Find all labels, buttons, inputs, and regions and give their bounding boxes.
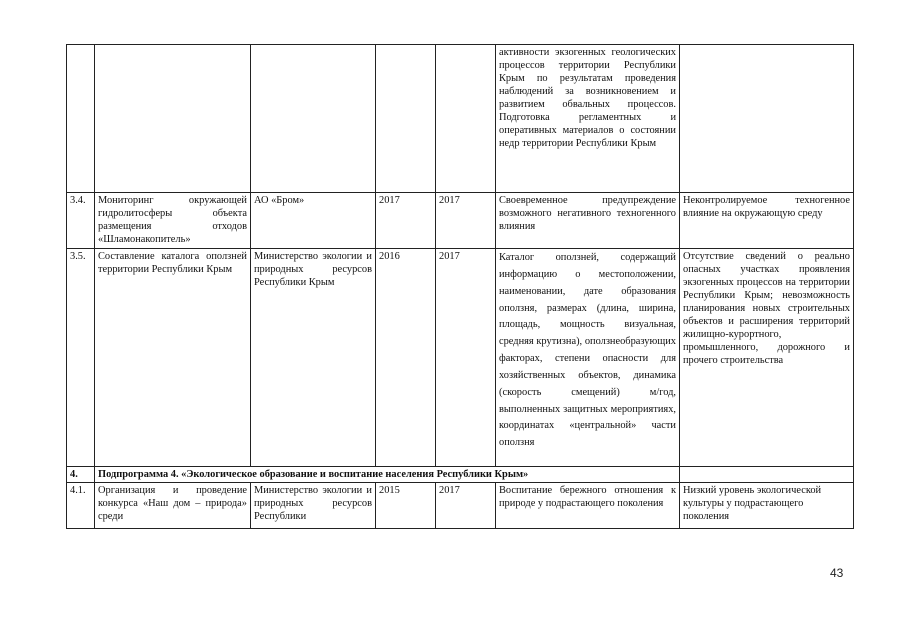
page-number: 43 [830,566,844,580]
table-row [67,249,854,467]
cell-executor [251,45,376,193]
program-measures-table [66,44,854,529]
cell-end-year: 2017 [436,249,496,467]
section-title: Подпрограмма 4. «Экологическое образование и воспитание населения Республики Крым» [95,467,680,483]
table-row [67,193,854,249]
cell-start-year: 2017 [376,193,436,249]
cell-end-year [436,45,496,193]
cell-consequence: Низкий уровень экологической культуры у подрастающего поколения [680,483,854,529]
cell-num: 4.1. [67,483,95,529]
cell-num: 3.4. [67,193,95,249]
cell-num: 3.5. [67,249,95,467]
cell-end-year: 2017 [436,483,496,529]
cell-expected-result: Своевременное предупреждение возможного негативного техногенного влияния [496,193,680,249]
cell-consequence [680,45,854,193]
cell-measure: Организация и проведение конкурса «Наш дом – природа» среди [95,483,251,529]
section-header-row [67,467,854,483]
cell-measure [95,45,251,193]
cell-executor: Министерство экологии и природных ресурсов Республики Крым [251,249,376,467]
cell-measure: Составление каталога оползней территории Республики Крым [95,249,251,467]
cell-executor: Министерство экологии и природных ресурсов Республики [251,483,376,529]
cell-consequence: Неконтролируемое техногенное влияние на окружающую среду [680,193,854,249]
cell-consequence: Отсутствие сведений о реально опасных участках проявления экзогенных процессов на территории Республики Крым; невозможность планирования новых строительных объектов и расширения территорий жилищно-курортного, промышленного, дорожного и прочего строительства [680,249,854,467]
cell-measure: Мониторинг окружающей гидролитосферы объекта размещения отходов «Шламонакопитель» [95,193,251,249]
cell-executor: АО «Бром» [251,193,376,249]
cell-expected-result: Воспитание бережного отношения к природе у подрастающего поколения [496,483,680,529]
cell-start-year [376,45,436,193]
cell-start-year: 2016 [376,249,436,467]
cell-expected-result: Каталог оползней, содержащий информацию о местоположении, наименовании, дате образования оползня, размерах (длина, ширина, площадь, мощность визуальная, средняя крутизна), оползнеобразующих факторах, степени опасности для хозяйственных объектов, динамика (скорость смещений) м/год, выполненных защитных мероприятиях, координатах «центральной» части оползня [496,249,680,467]
table-row [67,45,854,193]
cell-end-year: 2017 [436,193,496,249]
cell-expected-result: активности экзогенных геологических процессов территории Республики Крым по результатам проведения наблюдений за возникновением и развитием обвальных процессов. Подготовка регламентных и оперативных материалов о состоянии недр территории Республики Крым [496,45,680,193]
table-row [67,483,854,529]
cell-num [67,45,95,193]
section-num: 4. [67,467,95,483]
section-empty-cell [680,467,854,483]
cell-start-year: 2015 [376,483,436,529]
